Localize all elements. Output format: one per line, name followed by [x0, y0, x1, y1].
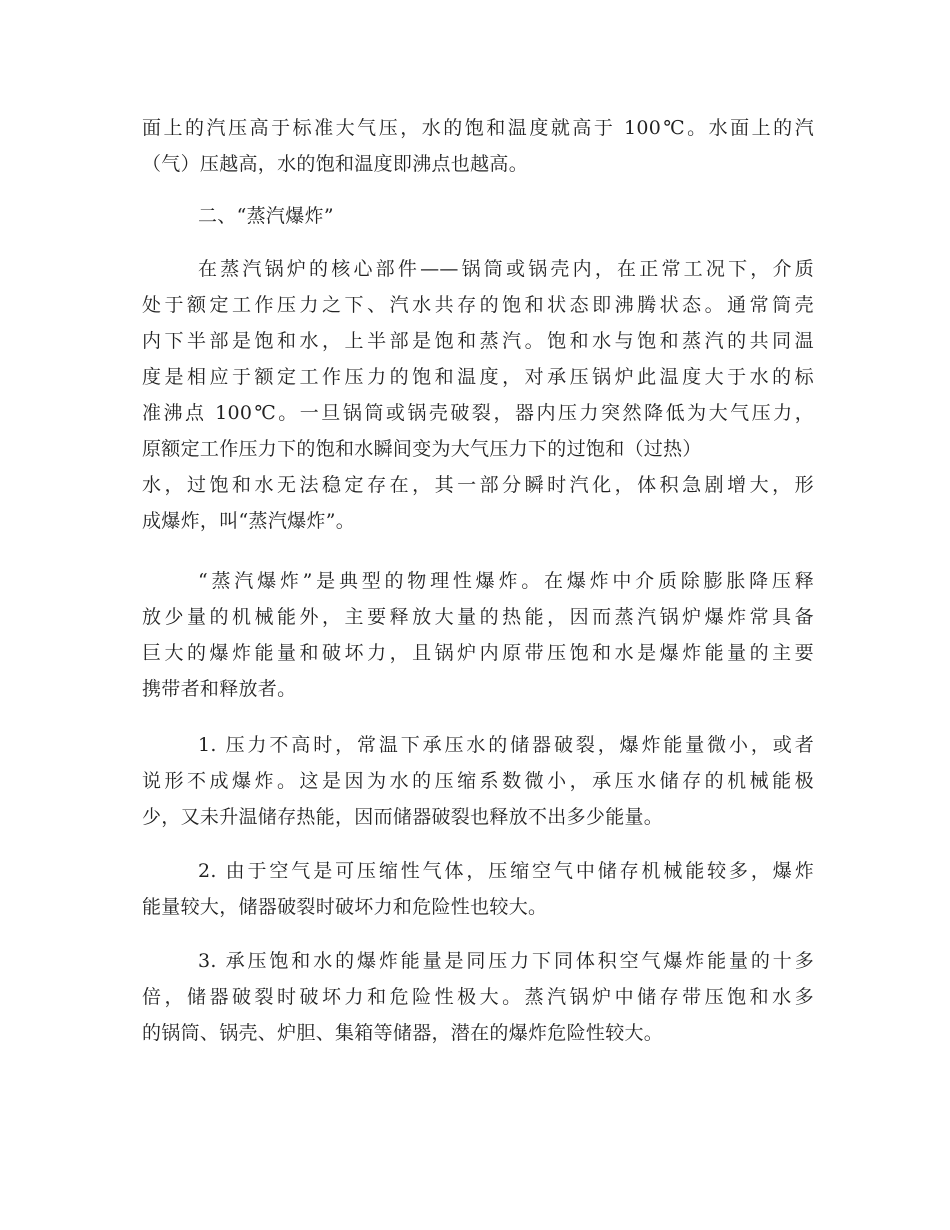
text-line: 放少量的机械能外，主要释放大量的热能，因而蒸汽锅炉爆炸常具备 [142, 606, 814, 628]
text-line: 面上的汽压高于标准大气压，水的饱和温度就高于 100℃。水面上的汽 [142, 117, 814, 139]
list-item-1 [142, 727, 814, 835]
text-line: 处于额定工作压力之下、汽水共存的饱和状态即沸腾状态。通常筒壳 [142, 294, 814, 316]
text-line: “蒸汽爆炸”是典型的物理性爆炸。在爆炸中介质除膨胀降压释 [198, 570, 814, 592]
text-line: 水，过饱和水无法稳定存在，其一部分瞬时汽化，体积急剧增大，形 [142, 474, 814, 496]
paragraph-physical-explosion [142, 563, 814, 707]
text-line: （气）压越高，水的饱和温度即沸点也越高。 [142, 153, 529, 175]
text-line: 准沸点 100℃。一旦锅筒或锅壳破裂，器内压力突然降低为大气压力， [142, 402, 814, 424]
paragraph-steam-explosion-mechanism [142, 251, 814, 539]
text-line: 少，又未升温储存热能，因而储器破裂也释放不出多少能量。 [142, 806, 664, 828]
text-line: 成爆炸，叫“蒸汽爆炸”。 [142, 510, 356, 532]
list-item-3 [142, 943, 814, 1051]
text-line: 在蒸汽锅炉的核心部件——锅筒或锅壳内，在正常工况下，介质 [198, 258, 814, 280]
paragraph-continuation [142, 110, 814, 182]
text-line: 说形不成爆炸。这是因为水的压缩系数微小，承压水储存的机械能极 [142, 770, 814, 792]
text-line: 巨大的爆炸能量和破坏力，且锅炉内原带压饱和水是爆炸能量的主要 [142, 642, 814, 664]
text-line: 的锅筒、锅壳、炉胆、集箱等储器，潜在的爆炸危险性较大。 [142, 1022, 664, 1044]
text-line: 能量较大，储器破裂时破坏力和危险性也较大。 [142, 896, 548, 918]
list-item-2 [142, 853, 814, 925]
text-line: 倍，储器破裂时破坏力和危险性极大。蒸汽锅炉中储存带压饱和水多 [142, 986, 814, 1008]
text-line: 携带者和释放者。 [142, 678, 297, 700]
text-line: 3. 承压饱和水的爆炸能量是同压力下同体积空气爆炸能量的十多 [198, 950, 814, 972]
text-line: 1. 压力不高时，常温下承压水的储器破裂，爆炸能量微小，或者 [198, 734, 814, 756]
text-line: 原额定工作压力下的饱和水瞬间变为大气压力下的过饱和（过热） [142, 438, 702, 460]
text-line: 内下半部是饱和水，上半部是饱和蒸汽。饱和水与饱和蒸汽的共同温 [142, 330, 814, 352]
section-heading: 二、“蒸汽爆炸” [198, 205, 334, 227]
text-line: 2. 由于空气是可压缩性气体，压缩空气中储存机械能较多，爆炸 [198, 860, 814, 882]
text-line: 度是相应于额定工作压力的饱和温度，对承压锅炉此温度大于水的标 [142, 366, 814, 388]
